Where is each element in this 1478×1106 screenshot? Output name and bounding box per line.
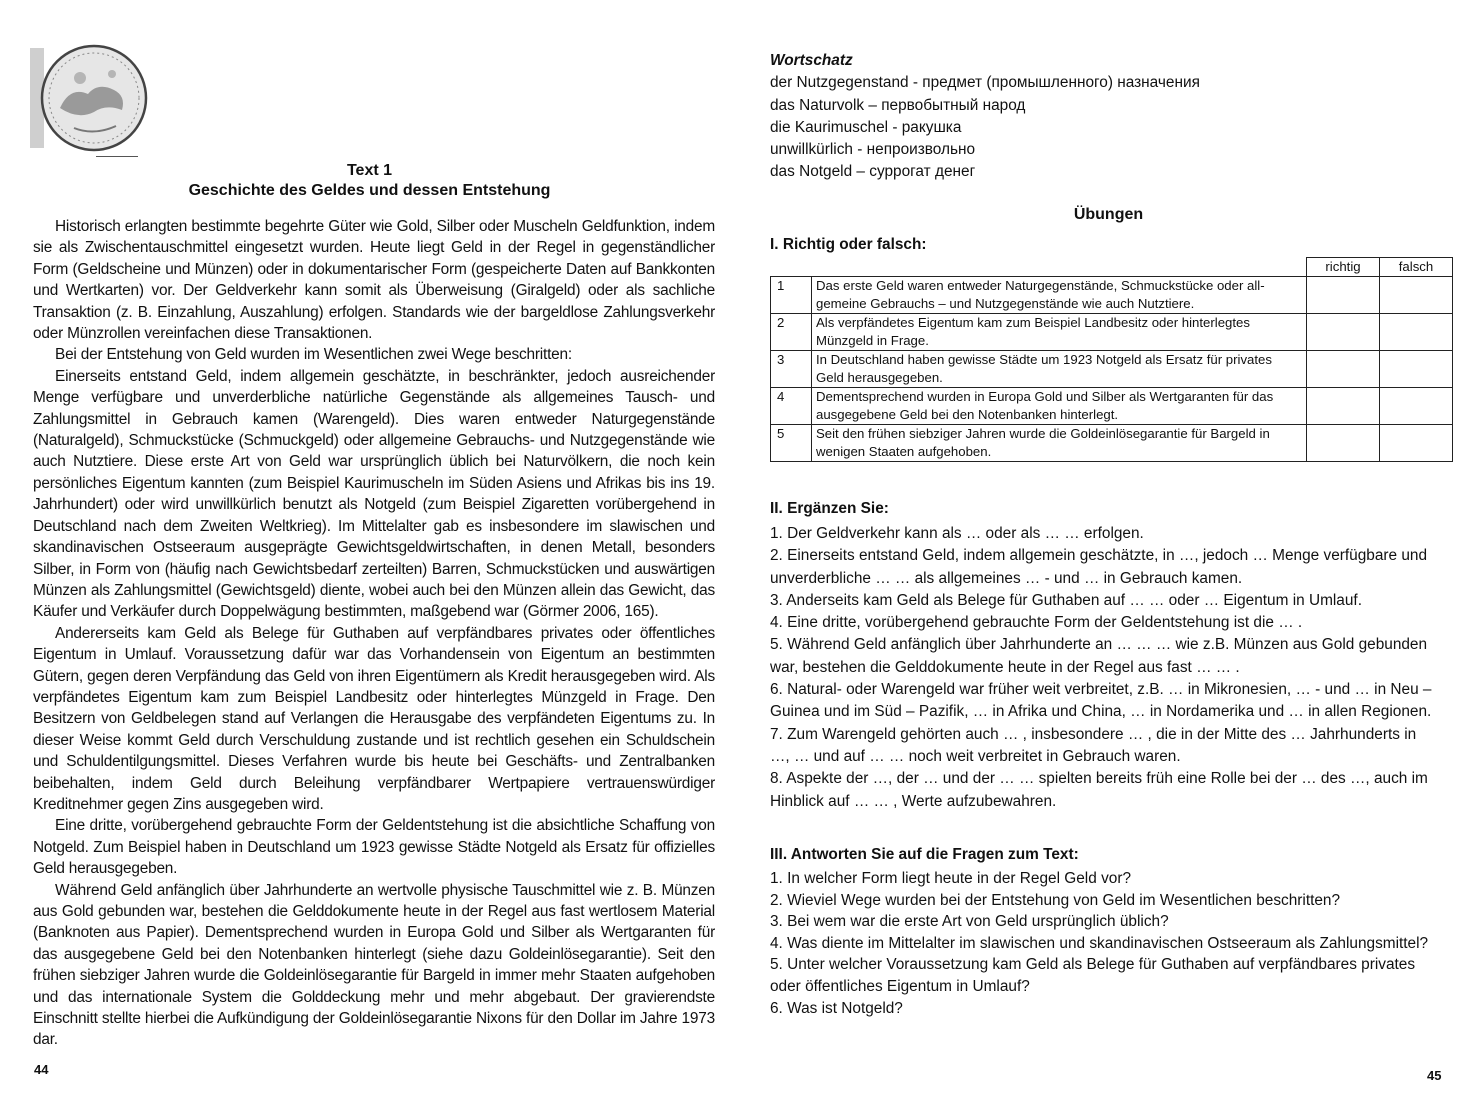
richtig-cell[interactable] xyxy=(1307,351,1380,388)
page-number: 44 xyxy=(34,1062,49,1077)
true-false-table xyxy=(770,257,1453,462)
text-subtitle: Geschichte des Geldes und dessen Entstehung xyxy=(188,182,551,199)
text-title: Text 1 xyxy=(346,162,393,179)
questions-list xyxy=(770,868,1438,1019)
column-header-richtig: richtig xyxy=(1307,258,1380,277)
row-number: 1 xyxy=(771,277,812,314)
paragraph: Einerseits entstand Geld, indem allgemein geschätzte, in beschränkter, jedoch ausreichender Menge verfügbare und unverderbliche natürliche Gegenstände als allgemeines Tausch- und Zahlungsmittel in Gebrauch kamen (Warengeld). Dies waren entweder Naturgegenstände (Naturalgeld), Schmuckstücke (Schmuckgeld) oder allgemeine Gebrauchs- und Nutzgegenstände wie auch Nutztiere. Diese erste Art von Geld war ursprünglich üblich bei Naturvölkern, die noch kein persönliches Eigentum kannten (zum Beispiel Kaurimuscheln im Süden Asiens und Afrikas bis ins 19. Jahrhundert) oder wird unwillkürlich benutzt als Notgeld (zum Beispiel Zigaretten vorübergehend in Deutschland nach dem Zweiten Weltkrieg). Im Mittelalter gab es insbesondere im slawischen und skandinavischen Ostseeraum ausgeprägte Gewichtsgeldwirtschaften, in denen Metall, besonders Silber, in Form von (häufig nach Gewichtsbedarf zerteilten) Barren, Schmuckstücken und auswärtigen Münzen als Zahlungsmittel (Gewichtsgeld) diente, wobei auch bei den Münzen allein das Gewicht, das Käufer und Verkäufer durch Doppelwägung bestimmten, maßgebend war (Görmer 2006, 165). xyxy=(33,367,715,621)
coin-image xyxy=(30,38,148,156)
exercises-title: Übungen xyxy=(1073,206,1144,223)
fill-in-list xyxy=(770,523,1438,813)
vocab-heading: Wortschatz xyxy=(770,52,853,69)
list-item: 5. Während Geld anfänglich über Jahrhunderte an … … … wie z.B. Münzen aus Gold gebunden war, bestehen die Gelddokumente heute in der Regel aus fast … … . xyxy=(770,636,1428,676)
table-header-row xyxy=(771,258,1453,277)
section-heading: II. Ergänzen Sie: xyxy=(770,500,889,517)
falsch-cell[interactable] xyxy=(1380,314,1453,351)
vocab-item: der Nutzgegenstand - предмет (промышленного) назначения xyxy=(770,74,1200,92)
article-body xyxy=(33,216,715,1051)
section-heading: I. Richtig oder falsch: xyxy=(770,236,927,253)
table-row xyxy=(771,388,1453,425)
row-number: 3 xyxy=(771,351,812,388)
list-item: 2. Wieviel Wege wurden bei der Entstehung von Geld im Wesentlichen beschritten? xyxy=(770,891,1341,909)
statement: Als verpfändetes Eigentum kam zum Beispiel Landbesitz oder hinterlegtes Münzgeld in Frage. xyxy=(812,314,1307,351)
list-item: 3. Bei wem war die erste Art von Geld ursprünglich üblich? xyxy=(770,913,1169,931)
list-item: 1. Der Geldverkehr kann als … oder als … … erfolgen. xyxy=(770,525,1144,542)
paragraph: Eine dritte, vorübergehend gebrauchte Form der Geldentstehung ist die absichtliche Schaffung von Notgeld. Zum Beispiel haben in Deutschland um 1923 gewisse Städte Notgeld als Ersatz für offizielles Geld herausgegeben. xyxy=(33,817,715,878)
table-row xyxy=(771,425,1453,462)
paragraph: Bei der Entstehung von Geld wurden im Wesentlichen zwei Wege beschritten: xyxy=(55,346,572,364)
page-number: 45 xyxy=(1427,1068,1442,1083)
row-number: 2 xyxy=(771,314,812,351)
table-row xyxy=(771,277,1453,314)
list-item: 6. Natural- oder Warengeld war früher weit verbreitet, z.B. … in Mikronesien, … - und … in Neu – Guinea und im Süd – Pazifik, … in Afrika und China, … in Nordamerika und … in allen Regionen. xyxy=(770,681,1432,721)
falsch-cell[interactable] xyxy=(1380,425,1453,462)
image-rule xyxy=(96,156,138,157)
paragraph: Andererseits kam Geld als Belege für Guthaben auf verpfändbares privates oder öffentliches Eigentum in Umlauf. Voraussetzung dafür war das Vorhandensein von Eigentum an bestimmten Gütern, gegen deren Verpfändung das Geld von ihren Eigentümern als Kredit herausgegeben wird. Als verpfändetes Eigentum kam zum Beispiel Landbesitz oder hinterlegtes Münzgeld in Frage. Den Besitzern von Geldbelegen stand auf Verlangen die Herausgabe des verpfändeten Eigentums zu. In dieser Weise kommt Geld durch Verschuldung zustande und ist rechtlich gesehen ein Schuldschein und Schuldentilgungsmittel. Dieses Verfahren wurde bis heute bei Geschäfts- und Zentralbanken beibehalten, indem Geld durch Beleihung verpfändbarer Wertpapiere vertrauenswürdiger Kreditnehmer gegen Zins ausgegeben wird. xyxy=(33,624,715,813)
vocab-item: das Notgeld – суррогат денег xyxy=(770,163,976,181)
falsch-cell[interactable] xyxy=(1380,277,1453,314)
list-item: 4. Was diente im Mittelalter im slawischen und skandinavischen Ostseeraum als Zahlungsmittel? xyxy=(770,934,1429,952)
statement: Das erste Geld waren entweder Naturgegenstände, Schmuckstücke oder all- gemeine Gebrauchs – und Nutzgegenstände wie auch Nutztiere. xyxy=(812,277,1307,314)
row-number: 4 xyxy=(771,388,812,425)
list-item: 2. Einerseits entstand Geld, indem allgemein geschätzte, in …, jedoch … Menge verfügbare und unverderbliche … … als allgemeines … - und … in Gebrauch kamen. xyxy=(770,547,1428,587)
statement: Seit den frühen siebziger Jahren wurde die Goldeinlösegarantie für Bargeld in wenigen Staaten aufgehoben. xyxy=(812,425,1307,462)
list-item: 3. Anderseits kam Geld als Belege für Guthaben auf … … oder … Eigentum in Umlauf. xyxy=(770,591,1362,609)
vocab-item: unwillkürlich - непроизвольно xyxy=(770,141,976,159)
paragraph: Während Geld anfänglich über Jahrhunderte an wertvolle physische Tauschmittel wie z. B. Münzen aus Gold gebunden war, bestehen die Gelddokumente heute in der Regel aus fast wertlosem Material (Banknoten aus Papier). Dementsprechend wurden in Europa Gold und Silber als Wertgaranten für das ausgegebene Geld bei den Notenbanken hinterlegt (siehe dazu Goldeinlösegarantie). Seit den frühen siebziger Jahren wurde die Goldeinlösegarantie für Bargeld in immer mehr Staaten aufgehoben und das internationale System die Golddeckung mehr und mehr abgebaut. Der gravierendste Einschnitt stellte hierbei die Aufkündigung der Goldeinlösegarantie Nixons für den Dollar im Jahre 1973 dar. xyxy=(33,881,715,1049)
row-number: 5 xyxy=(771,425,812,462)
right-page xyxy=(739,0,1478,1106)
table-row xyxy=(771,351,1453,388)
list-item: 7. Zum Warengeld gehörten auch … , insbesondere … , die in der Mitte des … Jahrhunderts in …, … und auf … … noch weit verbreitet in Gebrauch waren. xyxy=(770,725,1417,765)
falsch-cell[interactable] xyxy=(1380,351,1453,388)
vocab-item: die Kaurimuschel - ракушка xyxy=(770,118,962,136)
richtig-cell[interactable] xyxy=(1307,388,1380,425)
statement: Dementsprechend wurden in Europa Gold und Silber als Wertgaranten für das ausgegebene Geld bei den Notenbanken hinterlegt. xyxy=(812,388,1307,425)
vocabulary xyxy=(770,50,1200,184)
richtig-cell[interactable] xyxy=(1307,425,1380,462)
column-header-falsch: falsch xyxy=(1380,258,1453,277)
list-item: 5. Unter welcher Voraussetzung kam Geld als Belege für Guthaben auf verpfändbares privates oder öffentliches Eigentum in Umlauf? xyxy=(770,956,1416,995)
vocab-item: das Naturvolk – первобытный народ xyxy=(770,96,1026,114)
list-item: 8. Aspekte der …, der … und der … … spielten bereits früh eine Rolle bei der … des …, auch im Hinblick auf … … , Werte aufzubewahren. xyxy=(770,770,1428,810)
paragraph: Historisch erlangten bestimmte begehrte Güter wie Gold, Silber oder Muscheln Geldfunktion, indem sie als Zwischentauschmittel eingesetzt wurden. Heute liegt Geld in der Regel in gegenständlicher Form (Geldscheine und Münzen) oder in dokumentarischer Form (gespeicherte Daten auf Bankkonten und Wertkarten) vor. Der Geldverkehr kann somit als Überweisung (Giralgeld) oder als sachliche Transaktion (z. B. Einzahlung, Auszahlung) erfolgen. Standards wie der bargeldlose Zahlungsverkehr oder Münzrollen vereinfachen diese Transaktionen. xyxy=(33,218,715,343)
falsch-cell[interactable] xyxy=(1380,388,1453,425)
richtig-cell[interactable] xyxy=(1307,314,1380,351)
table-row xyxy=(771,314,1453,351)
list-item: 1. In welcher Form liegt heute in der Regel Geld vor? xyxy=(770,870,1132,887)
list-item: 4. Eine dritte, vorübergehend gebrauchte Form der Geldentstehung ist die … . xyxy=(770,614,1303,632)
section-heading: III. Antworten Sie auf die Fragen zum Text: xyxy=(770,846,1079,863)
statement: In Deutschland haben gewisse Städte um 1923 Notgeld als Ersatz für privates Geld herausgegeben. xyxy=(812,351,1307,388)
richtig-cell[interactable] xyxy=(1307,277,1380,314)
list-item: 6. Was ist Notgeld? xyxy=(770,999,903,1017)
